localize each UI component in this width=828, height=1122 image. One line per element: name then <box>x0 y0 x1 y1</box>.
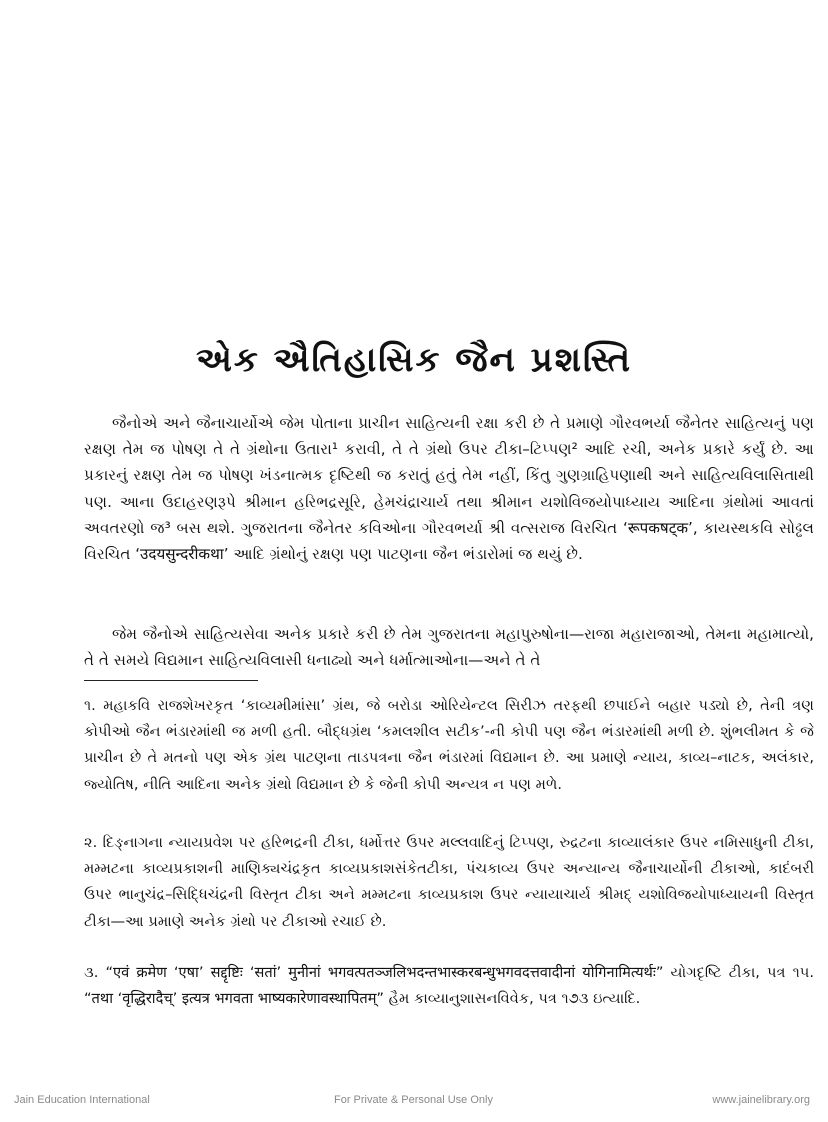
footnote-3 <box>84 960 814 1012</box>
footer-website-link[interactable]: www.jainelibrary.org <box>712 1094 810 1106</box>
footnote-2-text: ૨. દિઙ્નાગના ન્યાયપ્રવેશ પર હરિભદ્રની ટીકા, ધર્મોત્તર ઉપર મલ્લવાદિનું ટિપ્પણ, રુદ્રટના કાવ્યાલંકાર ઉપર નમિસાધુની ટીકા, મમ્મટના કાવ્યપ્રકાશની માણિક્યચંદ્રકૃત કાવ્યપ્રકાશસંકેતટીકા, પંચકાવ્ય ઉપર અન્યાન્ય જૈનાચાર્યોની ટીકાઓ, કાદંબરી ઉપર ભાનુચંદ્ર–સિદ્ધિચંદ્રની વિસ્તૃત ટીકા અને મમ્મટના કાવ્યપ્રકાશ ઉપર ન્યાયાચાર્ય શ્રીમદ્ યશોવિજયોપાધ્યાયની વિસ્તૃત ટીકા—આ પ્રમાણે અનેક ગ્રંથો પર ટીકાઓ રચાઈ છે. <box>84 834 814 930</box>
paragraph-2 <box>84 621 814 673</box>
footnote-1 <box>84 693 814 798</box>
footnote-divider <box>84 680 258 681</box>
paragraph-1-text: જૈનોએ અને જૈનાચાર્યોએ જેમ પોતાના પ્રાચીન સાહિત્યની રક્ષા કરી છે તે પ્રમાણે ગૌરવભર્યા જૈનેતર સાહિત્યનું પણ રક્ષણ તેમ જ પોષણ તે તે ગ્રંથોના ઉતારા¹ કરાવી, તે તે ગ્રંથો ઉપર ટીકા–ટિપ્પણ² આદિ રચી, અનેક પ્રકારે કર્યું છે. આ પ્રકારનું રક્ષણ તેમ જ પોષણ ખંડનાત્મક દૃષ્ટિથી જ કરાતું હતું તેમ નહીં, કિંતુ ગુણગ્રાહિપણાથી અને સાહિત્યવિલાસિતાથી પણ. આના ઉદાહરણરૂપે શ્રીમાન હરિભદ્રસૂરિ, હેમચંદ્રાચાર્ય તથા શ્રીમાન યશોવિજયોપાધ્યાય આદિના ગ્રંથોમાં આવતાં અવતરણો જ³ બસ થશે. ગુજરાતના જૈનેતર કવિઓના ગૌરવભર્યા શ્રી વત્સરાજ વિરચિત ‘रूपकषट्क’, કાયસ્થકવિ સોઢ્ઢલ વિરચિત ‘उदयसुन्दरीकथा’ આદિ ગ્રંથોનું રક્ષણ પણ પાટણના જૈન ભંડારોમાં જ થયું છે. <box>84 414 814 564</box>
paragraph-1 <box>84 410 814 567</box>
page-title: એક ઐતિહાસિક જૈન પ્રશસ્તિ <box>195 340 633 380</box>
paragraph-2-text: જેમ જૈનોએ સાહિત્યસેવા અનેક પ્રકારે કરી છે તેમ ગુજરાતના મહાપુરુષોના—રાજા મહારાજાઓ, તેમના મહામાત્યો, તે તે સમયે વિદ્યમાન સાહિત્યવિલાસી ધનાઢ્યો અને ધર્માત્માઓના—અને તે તે <box>84 625 814 670</box>
footer-usage-note: For Private & Personal Use Only <box>334 1094 493 1106</box>
footnote-2 <box>84 830 814 935</box>
footer-publisher: Jain Education International <box>14 1094 150 1106</box>
footnote-1-text: ૧. મહાકવિ રાજશેખરકૃત ‘કાવ્યમીમાંસા’ ગ્રંથ, જે બરોડા ઓરિયેન્ટલ સિરીઝ તરફથી છપાઈને બહાર પડ્યો છે, તેની ત્રણ કોપીઓ જૈન ભંડારમાંથી જ મળી હતી. બૌદ્ધગ્રંથ ‘કમલશીલ સટીક’-ની કોપી પણ જૈન ભંડારમાંથી મળી છે. શુંભલીમત કે જે પ્રાચીન છે તે મતનો પણ એક ગ્રંથ પાટણના તાડપત્રના જૈન ભંડારમાં વિદ્યમાન છે. આ પ્રમાણે ન્યાય, કાવ્ય–નાટક, અલંકાર, જ્યોતિષ, નીતિ આદિના અનેક ગ્રંથો વિદ્યમાન છે કે જેની કોપી અન્યત્ર ન પણ મળે. <box>84 697 814 793</box>
footnote-3-text: ૩. “एवं क्रमेण ‘एषा’ सद्दृष्टिः ‘सतां’ मुनीनां भगवत्पतञ्जलिभदन्तभास्करबन्धुभगवदत्तवादीनां योगिनामित्यर्थः” યોગદૃષ્ટિ ટીકા, પત્ર ૧૫. “तथा ‘वृद्धिरादैच्’ इत्यत्र भगवता भाष्यकारेणावस्थापितम्” હૈમ કાવ્યાનુશાસનવિવેક, પત્ર ૧૭૩ ઇત્યાદિ. <box>84 964 814 1008</box>
